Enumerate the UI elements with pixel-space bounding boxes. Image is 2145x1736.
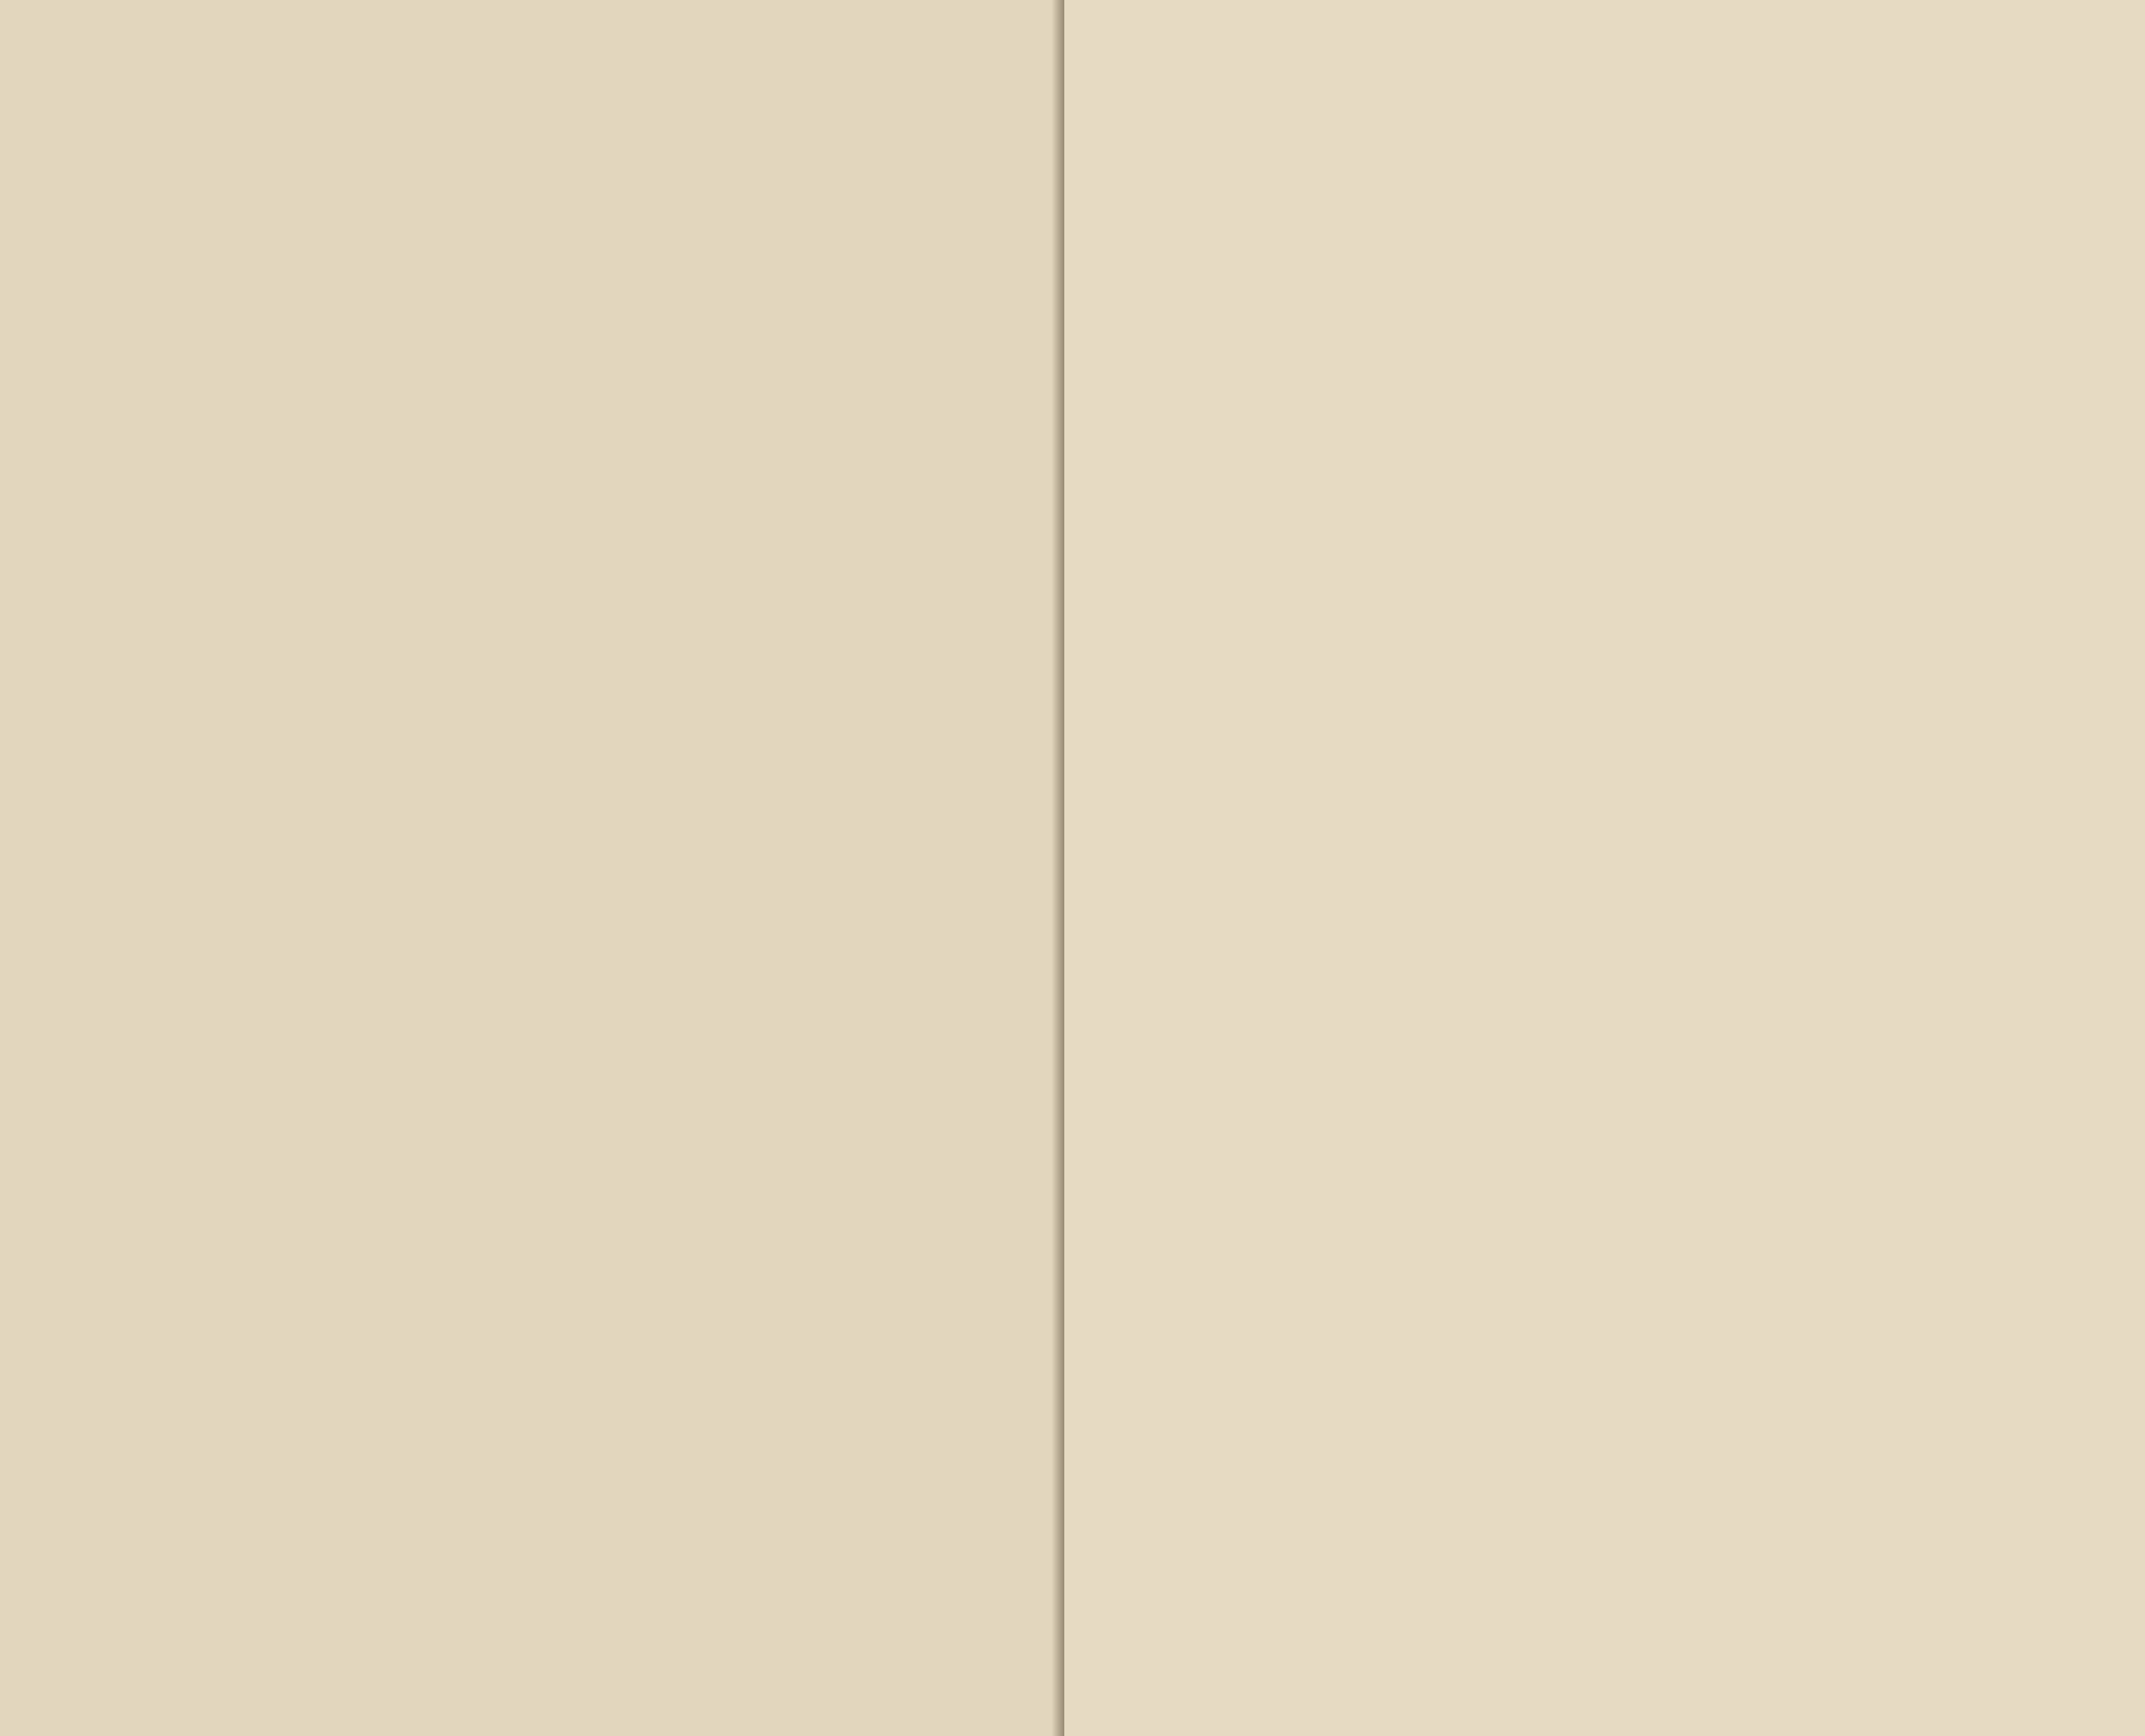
- census-form-page: [1064, 0, 2145, 1736]
- instructions-column-1: [47, 29, 527, 1665]
- instructions-column-2: [543, 29, 1037, 1665]
- instructions-page: [0, 0, 1064, 1736]
